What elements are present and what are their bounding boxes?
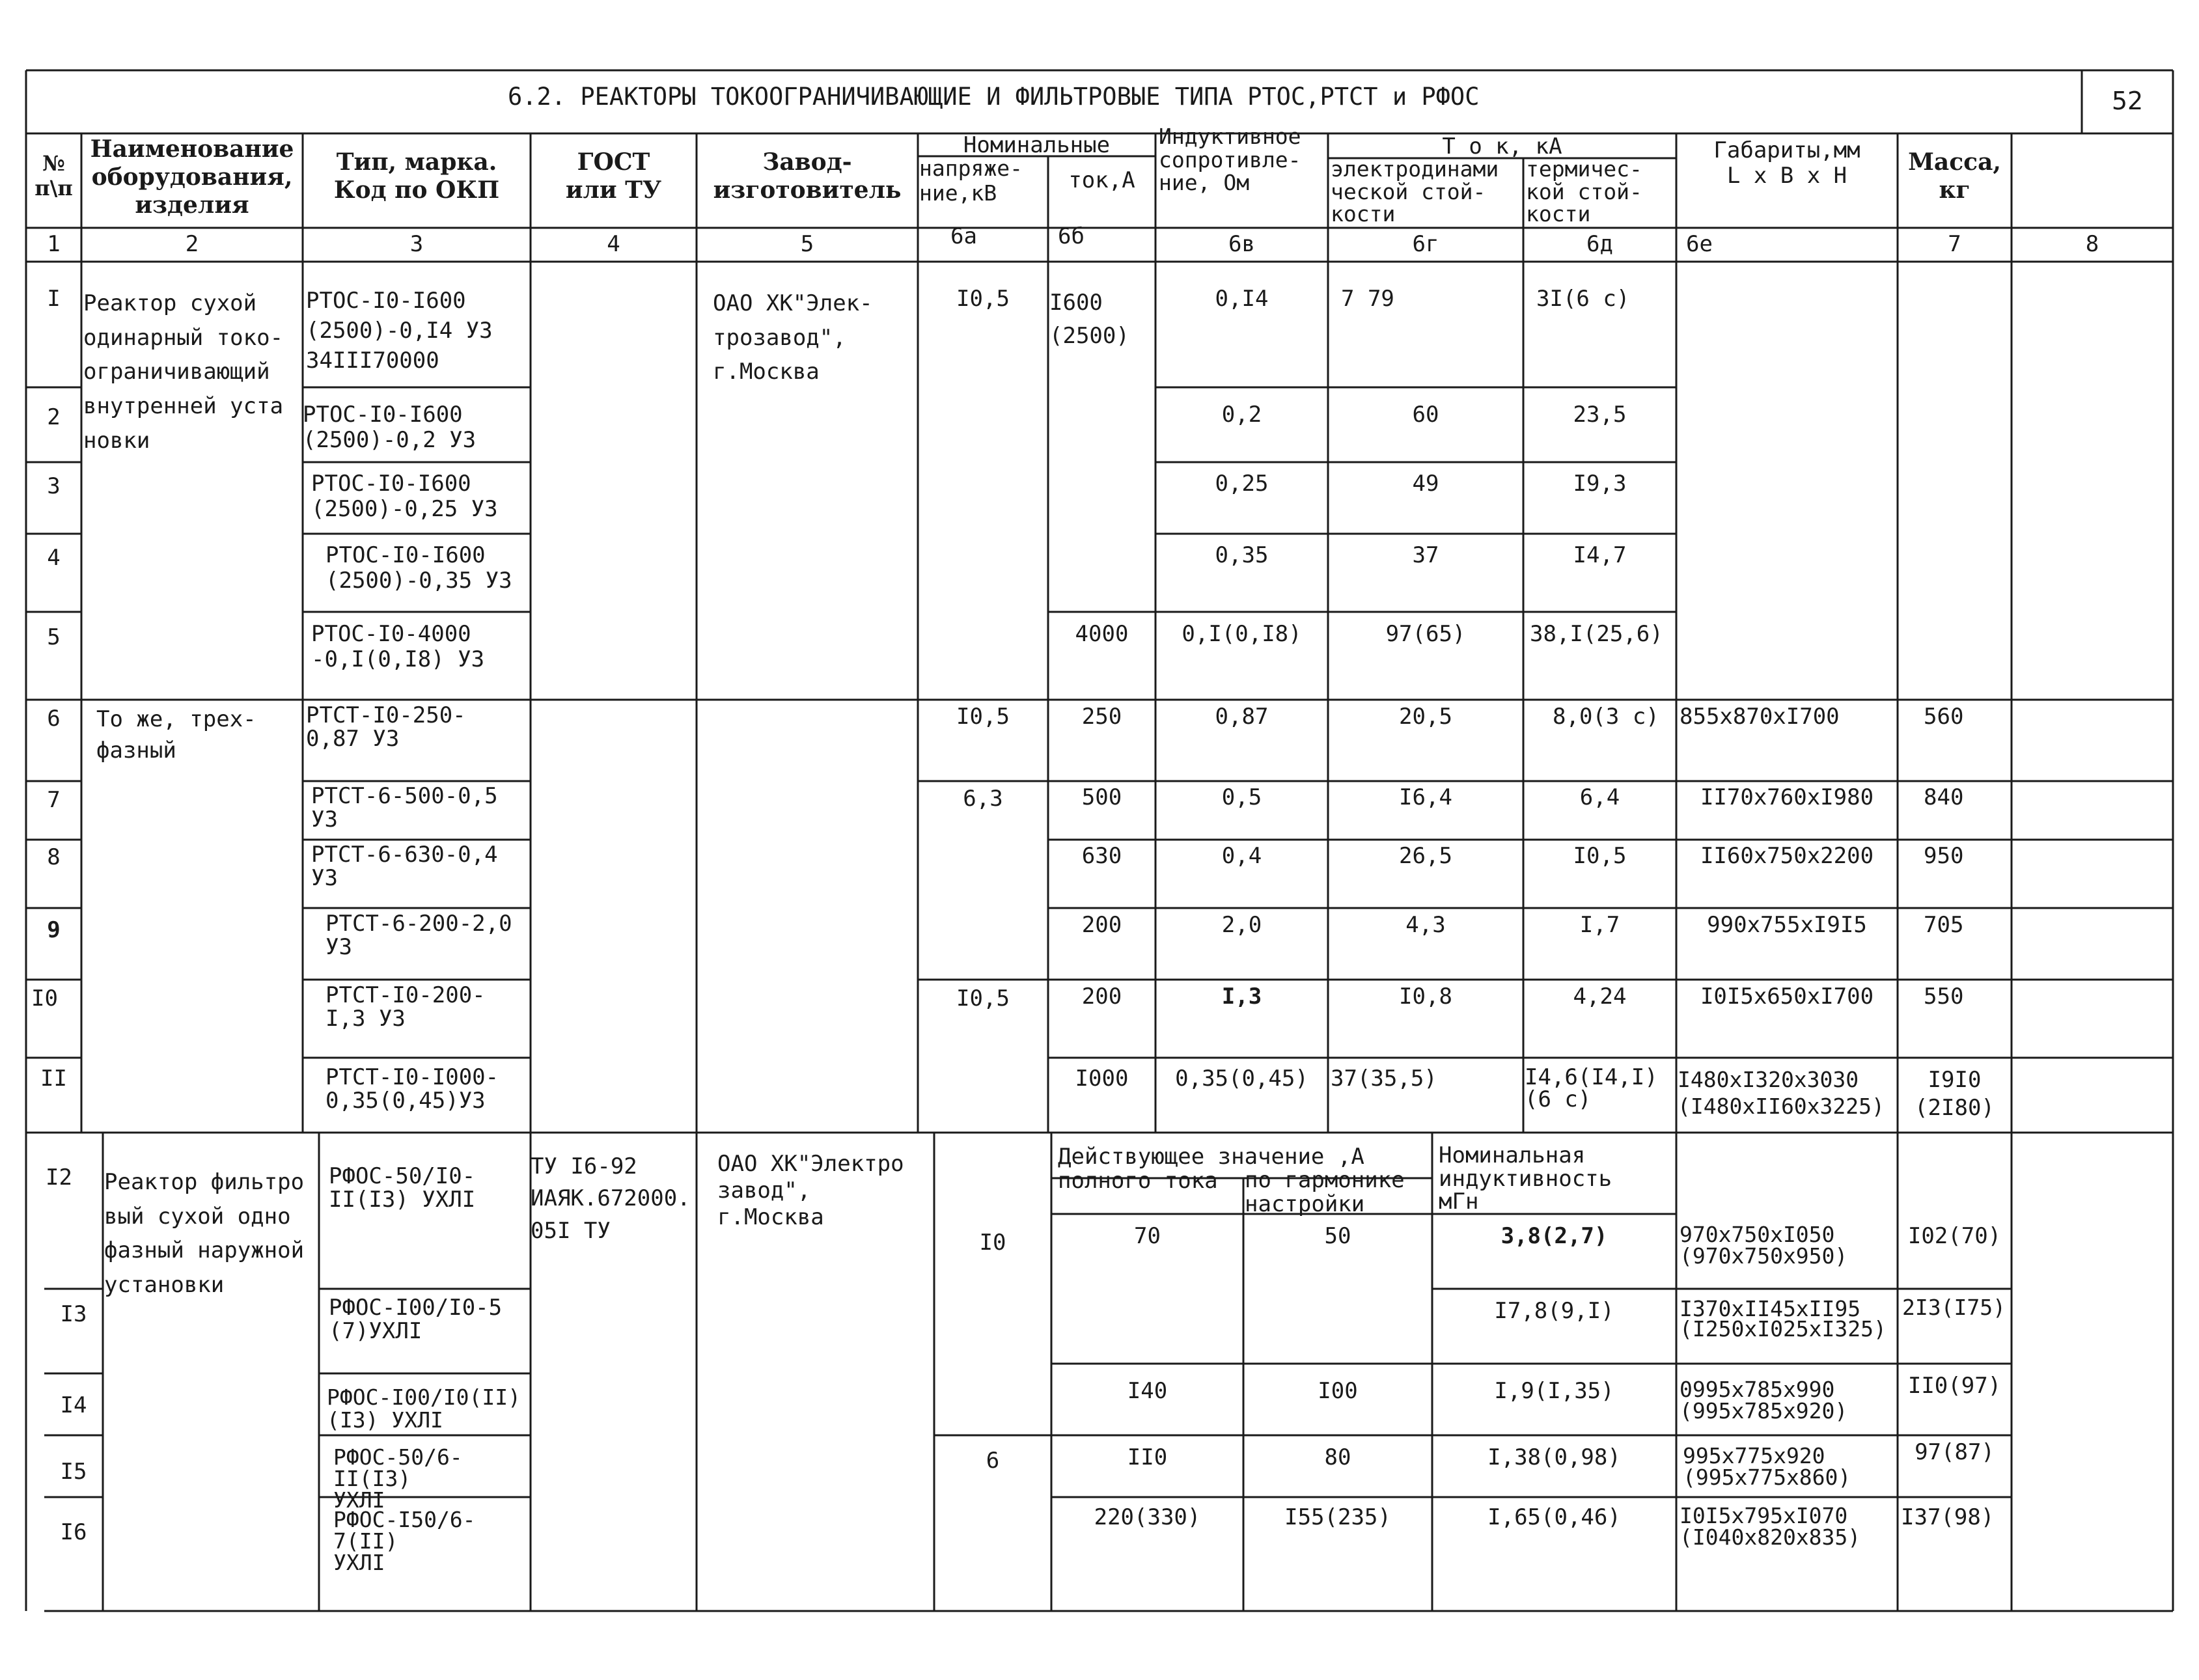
- rfos-name: Реактор фильтро вый сухой одно фазный наружной установки: [104, 1169, 305, 1299]
- rfos-gost: ТУ I6-92 ИАЯК.672000. 05I ТУ: [531, 1153, 691, 1244]
- row-current: 500: [1081, 784, 1122, 810]
- row-dims: 0995x785x990 (995x785x920): [1680, 1377, 1848, 1424]
- rtos-voltage: I0,5: [956, 286, 1010, 312]
- rfos-full-current: полного тока: [1058, 1168, 1218, 1194]
- row-mass: II0(97): [1907, 1373, 2002, 1399]
- row-dims: 855x870xI700: [1680, 704, 1840, 730]
- row-mass: 840: [1924, 784, 1964, 810]
- row-dims: II70x760xI980: [1700, 784, 1874, 810]
- row-thermal: I4,7: [1573, 542, 1627, 568]
- row-type: РФОС-I00/I0-5 (7)УХЛI: [329, 1295, 503, 1344]
- header-maker: Завод- изготовитель: [713, 148, 902, 204]
- row-dims: 970x750xI050 (970x750x950): [1680, 1222, 1848, 1269]
- row-mass: 97(87): [1915, 1439, 1995, 1465]
- row-number: I5: [60, 1459, 87, 1485]
- row-inductive: 0,35: [1215, 542, 1269, 568]
- row-type: РТСТ-I0-250- 0,87 УЗ: [306, 702, 466, 752]
- colnum-7: 7: [1948, 231, 1961, 257]
- row-inductive: 0,35(0,45): [1175, 1066, 1308, 1092]
- row-mass: I9I0 (2I80): [1915, 1067, 1995, 1121]
- document-title: 6.2. РЕАКТОРЫ ТОКООГРАНИЧИВАЮЩИЕ И ФИЛЬТРОВЫЕ ТИПА РТОС,РТСТ и РФОС: [508, 83, 1480, 111]
- colnum-6b: 6б: [1058, 223, 1085, 249]
- row-harmonic: I00: [1318, 1378, 1358, 1404]
- row-type: РТСТ-I0-I000- 0,35(0,45)УЗ: [325, 1064, 499, 1114]
- row-mass: I02(70): [1907, 1223, 2002, 1249]
- colnum-2: 2: [185, 231, 199, 257]
- row-electro: 26,5: [1399, 843, 1452, 869]
- row-thermal: 4,24: [1573, 984, 1627, 1010]
- row-harmonic: 50: [1324, 1223, 1351, 1249]
- rtst-voltage-1: I0,5: [956, 704, 1010, 730]
- row-electro: 49: [1412, 471, 1439, 497]
- rtst-voltage-2: 6,3: [963, 786, 1003, 812]
- row-inductance: 3,8(2,7): [1501, 1223, 1608, 1249]
- row-mass: 560: [1924, 704, 1964, 730]
- row-number: I3: [60, 1301, 87, 1327]
- header-name: Наименование оборудования, изделия: [90, 135, 294, 219]
- row-electro: 37(35,5): [1331, 1066, 1437, 1092]
- row-current: 250: [1081, 704, 1122, 730]
- row-dims: 990x755xI9I5: [1707, 912, 1867, 938]
- row-type: РТСТ-I0-200- I,3 УЗ: [325, 982, 486, 1032]
- row-mass: 950: [1924, 843, 1964, 869]
- rtos-maker: ОАО ХК"Элек- трозавод", г.Москва: [713, 290, 873, 385]
- row-number: 5: [47, 624, 61, 650]
- row-inductance: I7,8(9,I): [1494, 1298, 1614, 1324]
- rtos-current-4000: 4000: [1075, 621, 1129, 647]
- row-number: I4: [60, 1392, 87, 1418]
- header-gost: ГОСТ или ТУ: [565, 148, 662, 204]
- row-inductive: 0,87: [1215, 704, 1269, 730]
- row-full-current: 70: [1134, 1223, 1161, 1249]
- row-number: 3: [47, 473, 61, 499]
- row-full-current: I40: [1127, 1378, 1168, 1404]
- row-electro: I6,4: [1399, 784, 1452, 810]
- row-dims: 995x775x920 (995x775x860): [1683, 1443, 1851, 1490]
- colnum-6e: 6е: [1686, 231, 1713, 257]
- row-number: II: [40, 1066, 67, 1092]
- row-electro: I0,8: [1399, 984, 1452, 1010]
- colnum-6v: 6в: [1228, 231, 1255, 257]
- row-number: I0: [31, 985, 58, 1012]
- row-inductive: I,3: [1221, 984, 1262, 1010]
- row-type: РФОС-I50/6-7(II) УХЛI: [333, 1507, 476, 1575]
- row-thermal: I0,5: [1573, 843, 1627, 869]
- row-electro: 20,5: [1399, 704, 1452, 730]
- rfos-voltage-6: 6: [986, 1448, 1000, 1474]
- row-type: РТОС-I0-I600 (2500)-0,25 УЗ: [311, 471, 498, 523]
- row-thermal: I4,6(I4,I) (6 с): [1525, 1064, 1658, 1112]
- row-electro: 60: [1412, 402, 1439, 428]
- row-type: РФОС-I00/I0(II) (I3) УХЛI: [327, 1384, 521, 1433]
- row-electro: 7 79: [1341, 286, 1394, 312]
- header-dims: Габариты,мм L x B x H: [1713, 137, 1860, 189]
- row-thermal: 8,0(3 с): [1553, 704, 1659, 730]
- row-inductance: I,65(0,46): [1487, 1504, 1621, 1530]
- row-electro: 37: [1412, 542, 1439, 568]
- rtos-name: Реактор сухой одинарный токо- ограничивающий внутренней уста новки: [83, 290, 284, 454]
- row-thermal: I9,3: [1573, 471, 1627, 497]
- row-inductance: I,38(0,98): [1487, 1444, 1621, 1470]
- rtst-name: То же, трех- фазный: [96, 706, 256, 764]
- row-current: 630: [1081, 843, 1122, 869]
- row-number: 4: [47, 545, 61, 571]
- row-dims: I0I5x650xI700: [1700, 984, 1874, 1010]
- row-type: РТСТ-6-630-0,4 УЗ: [311, 842, 498, 891]
- row-dims: I0I5x795xI070 (I040x820x835): [1680, 1503, 1861, 1550]
- header-thermal: термичес- кой стой- кости: [1526, 156, 1642, 227]
- colnum-1: 1: [47, 231, 61, 257]
- row-type: РТОС-I0-I600 (2500)-0,I4 УЗ 34III70000: [306, 288, 493, 374]
- header-num: № п\п: [35, 151, 73, 201]
- row-inductance: I,9(I,35): [1494, 1378, 1614, 1404]
- row-full-current: 220(330): [1094, 1504, 1201, 1530]
- header-type: Тип, марка. Код по ОКП: [333, 148, 500, 204]
- row-current: 200: [1081, 912, 1122, 938]
- row-number: 7: [47, 787, 61, 813]
- header-nominal: Номинальные: [963, 132, 1111, 158]
- row-number: I: [47, 286, 61, 312]
- row-dims: I480xI320x3030 (I480xII60x3225): [1678, 1067, 1885, 1120]
- row-thermal: 38,I(25,6): [1530, 621, 1663, 647]
- header-voltage: напряже- ние,кВ: [919, 156, 1023, 206]
- row-thermal: 3I(6 с): [1536, 286, 1630, 312]
- row-dims: II60x750x2200: [1700, 843, 1874, 869]
- row-inductive: 0,I4: [1215, 286, 1269, 312]
- row-full-current: II0: [1127, 1444, 1168, 1470]
- row-inductive: 0,I(0,I8): [1182, 621, 1302, 647]
- row-type: РТОС-I0-4000 -0,I(0,I8) УЗ: [311, 621, 485, 673]
- rfos-voltage-10: I0: [979, 1230, 1006, 1256]
- rtos-current-1600: I600 (2500): [1049, 290, 1129, 349]
- row-thermal: 6,4: [1579, 784, 1620, 810]
- row-type: РТСТ-6-500-0,5 УЗ: [311, 783, 498, 833]
- colnum-6d: 6д: [1586, 231, 1613, 257]
- row-current: 200: [1081, 984, 1122, 1010]
- row-type: РТОС-I0-I600 (2500)-0,2 УЗ: [303, 402, 477, 454]
- row-harmonic: I55(235): [1284, 1504, 1391, 1530]
- row-mass: I37(98): [1901, 1504, 1995, 1530]
- rfos-nominal-inductance: Номинальная индуктивность мГн: [1439, 1142, 1612, 1215]
- rtst-voltage-3: I0,5: [956, 985, 1010, 1012]
- row-thermal: I,7: [1579, 912, 1620, 938]
- colnum-6a: 6а: [950, 223, 977, 249]
- row-electro: 4,3: [1405, 912, 1446, 938]
- row-number: 8: [47, 844, 61, 870]
- row-number: I2: [46, 1164, 72, 1191]
- row-number: 2: [47, 404, 61, 430]
- row-number: 9: [47, 917, 61, 943]
- colnum-4: 4: [607, 231, 620, 257]
- colnum-6g: 6г: [1412, 231, 1439, 257]
- row-number: I6: [60, 1519, 87, 1545]
- row-dims: I370xII45xII95 (I250xI025xI325): [1680, 1296, 1887, 1342]
- row-harmonic: 80: [1324, 1444, 1351, 1470]
- row-mass: 550: [1924, 984, 1964, 1010]
- rfos-maker: ОАО ХК"Электро завод", г.Москва: [717, 1151, 904, 1230]
- row-number: 6: [47, 706, 61, 732]
- header-inductive: Индуктивное сопротивле- ние, Ом: [1159, 124, 1301, 196]
- header-tok: Т о к, кА: [1442, 133, 1562, 159]
- row-inductive: 0,4: [1221, 843, 1262, 869]
- row-inductive: 0,2: [1221, 402, 1262, 428]
- rfos-eff-header: Действующее значение ,А: [1058, 1144, 1364, 1170]
- header-current: ток,А: [1068, 167, 1135, 193]
- page-number: 52: [2111, 87, 2144, 115]
- row-current: I000: [1075, 1066, 1129, 1092]
- row-type: РФОС-50/I0- II(I3) УХЛI: [329, 1163, 476, 1213]
- rfos-harmonic: по гармонике настройки: [1245, 1167, 1405, 1218]
- row-electro: 97(65): [1385, 621, 1466, 647]
- colnum-3: 3: [409, 231, 424, 257]
- header-mass: Масса, кг: [1908, 148, 2001, 204]
- row-thermal: 23,5: [1573, 402, 1627, 428]
- row-inductive: 0,25: [1215, 471, 1269, 497]
- header-electro: электродинами ческой стой- кости: [1331, 156, 1499, 227]
- row-type: РТОС-I0-I600 (2500)-0,35 УЗ: [325, 542, 512, 594]
- row-type: РФОС-50/6-II(I3) УХЛI: [333, 1444, 463, 1513]
- row-type: РТСТ-6-200-2,0 УЗ: [325, 911, 512, 960]
- colnum-8: 8: [2085, 231, 2099, 257]
- row-mass: 2I3(I75): [1902, 1295, 2006, 1320]
- row-mass: 705: [1924, 912, 1964, 938]
- row-inductive: 2,0: [1221, 912, 1262, 938]
- colnum-5: 5: [800, 231, 814, 257]
- row-inductive: 0,5: [1221, 784, 1262, 810]
